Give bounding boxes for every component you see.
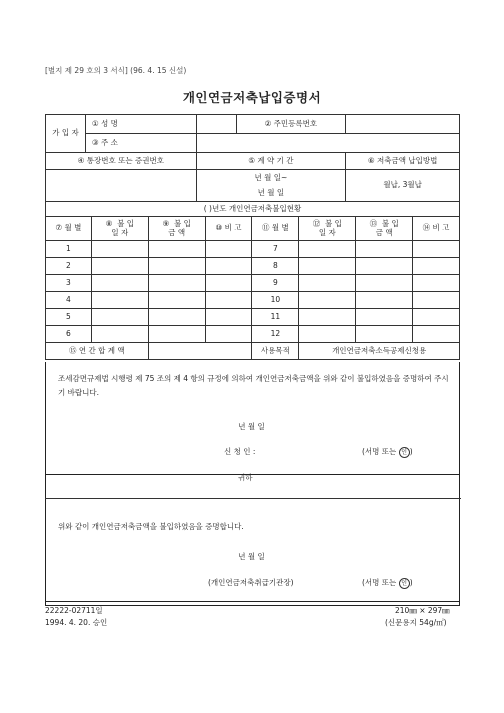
month-cell: 5 — [46, 309, 92, 326]
purpose-value: 개인연금저축소득공제신청용 — [299, 343, 460, 360]
month-cell: 12 — [252, 326, 299, 343]
request-sign-text: (서명 또는 — [362, 447, 397, 456]
seal-icon: 인 — [399, 447, 410, 458]
passbook-label: ④ 통장번호 또는 증권번호 — [46, 153, 197, 170]
period-to: 년 월 일 — [257, 187, 285, 197]
period-value[interactable] — [196, 170, 346, 202]
address-value[interactable] — [196, 134, 459, 153]
period-label: ⑤ 계 약 기 간 — [196, 153, 346, 170]
month-row — [46, 309, 460, 326]
applicant-label: 신 청 인 : — [224, 447, 256, 456]
month-row — [46, 275, 460, 292]
note-cell[interactable] — [205, 258, 252, 275]
amount-cell[interactable] — [148, 326, 205, 343]
date-cell[interactable] — [91, 326, 148, 343]
amount-cell[interactable] — [148, 309, 205, 326]
footer-paper: (신문용지 54g/㎡) — [385, 618, 447, 627]
note-cell[interactable] — [413, 258, 460, 275]
note-cell[interactable] — [205, 275, 252, 292]
note-cell[interactable] — [413, 309, 460, 326]
amount-cell[interactable] — [356, 326, 413, 343]
annual-total-label: ⑮ 연 간 합 계 액 — [46, 343, 149, 360]
month-row — [46, 258, 460, 275]
date-cell[interactable] — [299, 258, 356, 275]
month-cell: 11 — [252, 309, 299, 326]
name-label: ① 성 명 — [85, 115, 196, 134]
col-date: ⑧ 불 입 일 자 — [91, 217, 148, 241]
date-cell[interactable] — [91, 258, 148, 275]
footer-code: 22222-02711일 — [45, 606, 103, 615]
passbook-value[interactable] — [46, 170, 197, 202]
note-cell[interactable] — [413, 241, 460, 258]
month-cell: 6 — [46, 326, 92, 343]
month-cell: 10 — [252, 292, 299, 309]
period-from: 년 월 일~ — [254, 172, 288, 182]
payment-grid — [45, 216, 460, 360]
resident-no-value[interactable] — [346, 115, 460, 134]
amount-cell[interactable] — [148, 241, 205, 258]
note-cell[interactable] — [205, 292, 252, 309]
month-row — [46, 326, 460, 343]
seal-icon: 인 — [399, 578, 410, 589]
note-cell[interactable] — [413, 292, 460, 309]
amount-cell[interactable] — [148, 258, 205, 275]
resident-no-label: ② 주민등록번호 — [236, 115, 346, 134]
note-cell[interactable] — [413, 275, 460, 292]
issuer-sign: (서명 또는 인 ) — [362, 578, 413, 587]
amount-cell[interactable] — [356, 292, 413, 309]
date-cell[interactable] — [91, 275, 148, 292]
col-amount: ⑨ 불 입 금 액 — [148, 217, 205, 241]
request-text: 조세감면규제법 시행령 제 75 조의 제 4 항의 규정에 의하여 개인연금저축금액을 위와 같이 불입하였음을 증명하여 주시기 바랍니다. — [58, 374, 449, 397]
note-cell[interactable] — [205, 326, 252, 343]
method-value: 월납, 3월납 — [346, 170, 460, 202]
status-title: ( )년도 개인연금저축불입현황 — [46, 202, 460, 217]
address-label: ③ 주 소 — [85, 134, 196, 153]
name-value[interactable] — [196, 115, 236, 134]
date-cell[interactable] — [299, 241, 356, 258]
page-title: 개인연금저축납입증명서 — [182, 90, 322, 105]
month-cell: 7 — [252, 241, 299, 258]
month-cell: 2 — [46, 258, 92, 275]
month-cell: 9 — [252, 275, 299, 292]
date-cell[interactable] — [91, 241, 148, 258]
section-divider — [45, 498, 461, 499]
date-cell[interactable] — [299, 275, 356, 292]
date-cell[interactable] — [299, 309, 356, 326]
annual-total-value[interactable] — [148, 343, 252, 360]
form-code: [별지 제 29 호의 3 서식] (96. 4. 15 신설) — [45, 66, 187, 75]
col-month2: ⑪ 월 별 — [252, 217, 299, 241]
purpose-label: 사용목적 — [252, 343, 299, 360]
month-cell: 3 — [46, 275, 92, 292]
col-note: ⑩ 비 고 — [205, 217, 252, 241]
col-month: ⑦ 월 별 — [46, 217, 92, 241]
date-cell[interactable] — [299, 326, 356, 343]
month-row — [46, 241, 460, 258]
amount-cell[interactable] — [356, 275, 413, 292]
amount-cell[interactable] — [356, 241, 413, 258]
month-cell: 8 — [252, 258, 299, 275]
month-cell: 1 — [46, 241, 92, 258]
lower-frame — [45, 362, 460, 602]
col-date2: ⑫ 불 입 일 자 — [299, 217, 356, 241]
method-label: ⑥ 저축금액 납입방법 — [346, 153, 460, 170]
date-cell[interactable] — [91, 292, 148, 309]
note-cell[interactable] — [413, 326, 460, 343]
col-amount2: ⑬ 불 입 금 액 — [356, 217, 413, 241]
issuer-label: (개인연금저축취급기관장) — [208, 578, 294, 587]
col-note2: ⑭ 비 고 — [413, 217, 460, 241]
amount-cell[interactable] — [356, 309, 413, 326]
note-cell[interactable] — [205, 309, 252, 326]
request-date: 년 월 일 — [238, 422, 265, 431]
footer-size: 210㎜ × 297㎜ — [395, 606, 450, 615]
applicant-sign: (서명 또는 인 ) — [362, 447, 413, 456]
main-form-table — [45, 114, 460, 217]
amount-cell[interactable] — [356, 258, 413, 275]
certify-sign-text: (서명 또는 — [362, 578, 397, 587]
amount-cell[interactable] — [148, 275, 205, 292]
month-row — [46, 292, 460, 309]
certify-date: 년 월 일 — [238, 552, 265, 561]
addressee: 귀하 — [238, 473, 253, 482]
footer-approval: 1994. 4. 20. 승인 — [45, 618, 108, 627]
certify-text: 위와 같이 개인연금저축금액을 불입하였음을 증명합니다. — [58, 522, 244, 531]
month-cell: 4 — [46, 292, 92, 309]
subscriber-label: 가 입 자 — [46, 115, 86, 153]
amount-cell[interactable] — [148, 292, 205, 309]
note-cell[interactable] — [205, 241, 252, 258]
date-cell[interactable] — [299, 292, 356, 309]
date-cell[interactable] — [91, 309, 148, 326]
